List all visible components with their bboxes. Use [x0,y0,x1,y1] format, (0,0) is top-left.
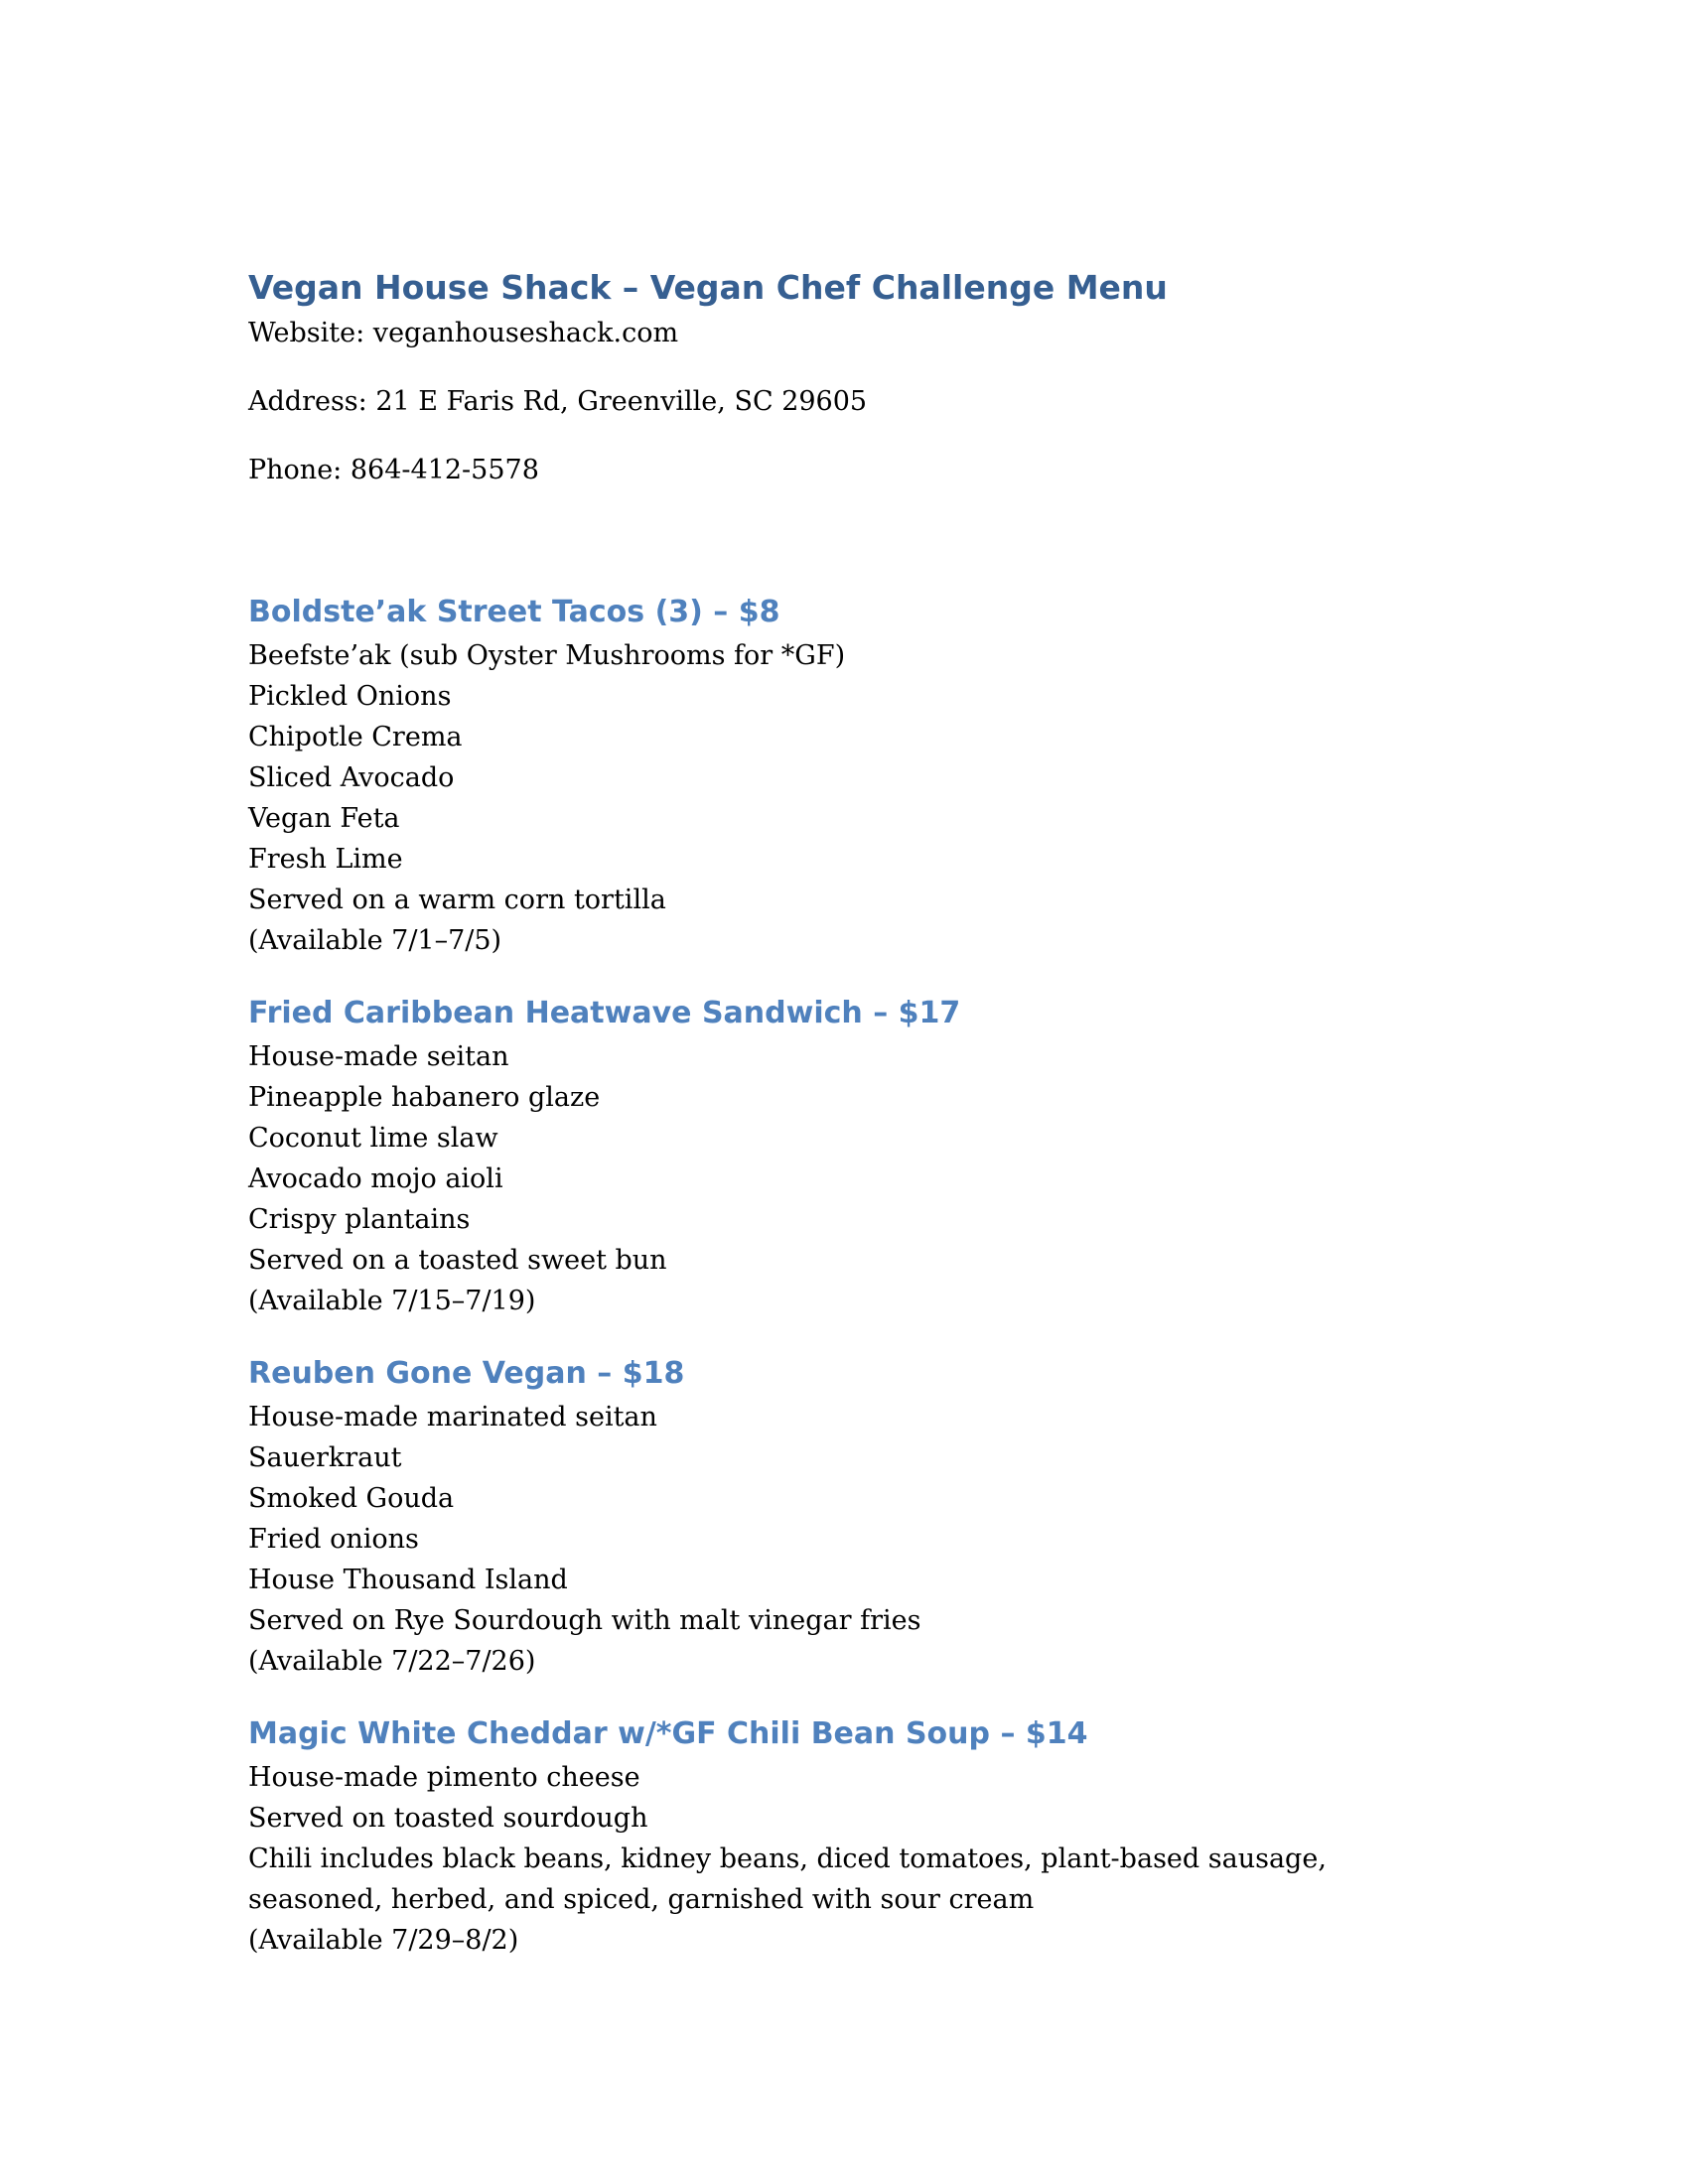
menu-item-line: Fresh Lime [248,844,403,875]
menu-item-title: Fried Caribbean Heatwave Sandwich – $17 [248,996,961,1030]
menu-items [248,589,1440,1961]
menu-item-line: Smoked Gouda [248,1483,455,1514]
website-line: Website: veganhouseshack.com [248,318,679,348]
menu-item-line: Fried onions [248,1524,419,1555]
menu-item-line: House-made seitan [248,1041,509,1072]
menu-item [248,990,1440,1321]
menu-item-line: Sliced Avocado [248,762,455,793]
menu-item-line: Served on a warm corn tortilla [248,885,666,915]
menu-item-line: Served on Rye Sourdough with malt vinegar fries [248,1605,921,1636]
menu-item-line: Coconut lime slaw [248,1123,498,1154]
menu-item-line: House Thousand Island [248,1565,568,1595]
menu-item-line: Pickled Onions [248,681,452,712]
menu-item-line: Served on toasted sourdough [248,1803,648,1834]
menu-item-line: House-made marinated seitan [248,1402,657,1433]
menu-item [248,1710,1440,1961]
menu-item-line: House-made pimento cheese [248,1762,640,1793]
menu-item-line: Chipotle Crema [248,722,463,752]
menu-item-title: Magic White Cheddar w/*GF Chili Bean Soup – $14 [248,1716,1088,1751]
menu-item-line: Vegan Feta [248,803,400,834]
menu-item-availability: (Available 7/22–7/26) [248,1646,536,1677]
menu-item-availability: (Available 7/1–7/5) [248,925,502,956]
menu-item-line: Served on a toasted sweet bun [248,1245,667,1276]
menu-item-line: seasoned, herbed, and spiced, garnished with sour cream [248,1884,1035,1915]
menu-item-availability: (Available 7/29–8/2) [248,1925,519,1956]
menu-item-line: Chili includes black beans, kidney beans, diced tomatoes, plant-based sausage, [248,1843,1327,1874]
menu-item-line: Avocado mojo aioli [248,1163,503,1194]
menu-item-availability: (Available 7/15–7/19) [248,1286,536,1316]
menu-item [248,589,1440,961]
menu-item-line: Pineapple habanero glaze [248,1082,601,1113]
address-line: Address: 21 E Faris Rd, Greenville, SC 29605 [248,386,868,417]
menu-content [248,263,1440,1961]
menu-item-title: Reuben Gone Vegan – $18 [248,1356,685,1391]
menu-item-line: Sauerkraut [248,1442,402,1473]
menu-item-line: Crispy plantains [248,1204,471,1235]
menu-item-line: Beefste’ak (sub Oyster Mushrooms for *GF) [248,640,846,671]
menu-title: Vegan House Shack – Vegan Chef Challenge Menu [248,268,1168,307]
phone-line: Phone: 864-412-5578 [248,455,539,485]
menu-item-title: Boldste’ak Street Tacos (3) – $8 [248,595,780,629]
menu-item [248,1350,1440,1682]
